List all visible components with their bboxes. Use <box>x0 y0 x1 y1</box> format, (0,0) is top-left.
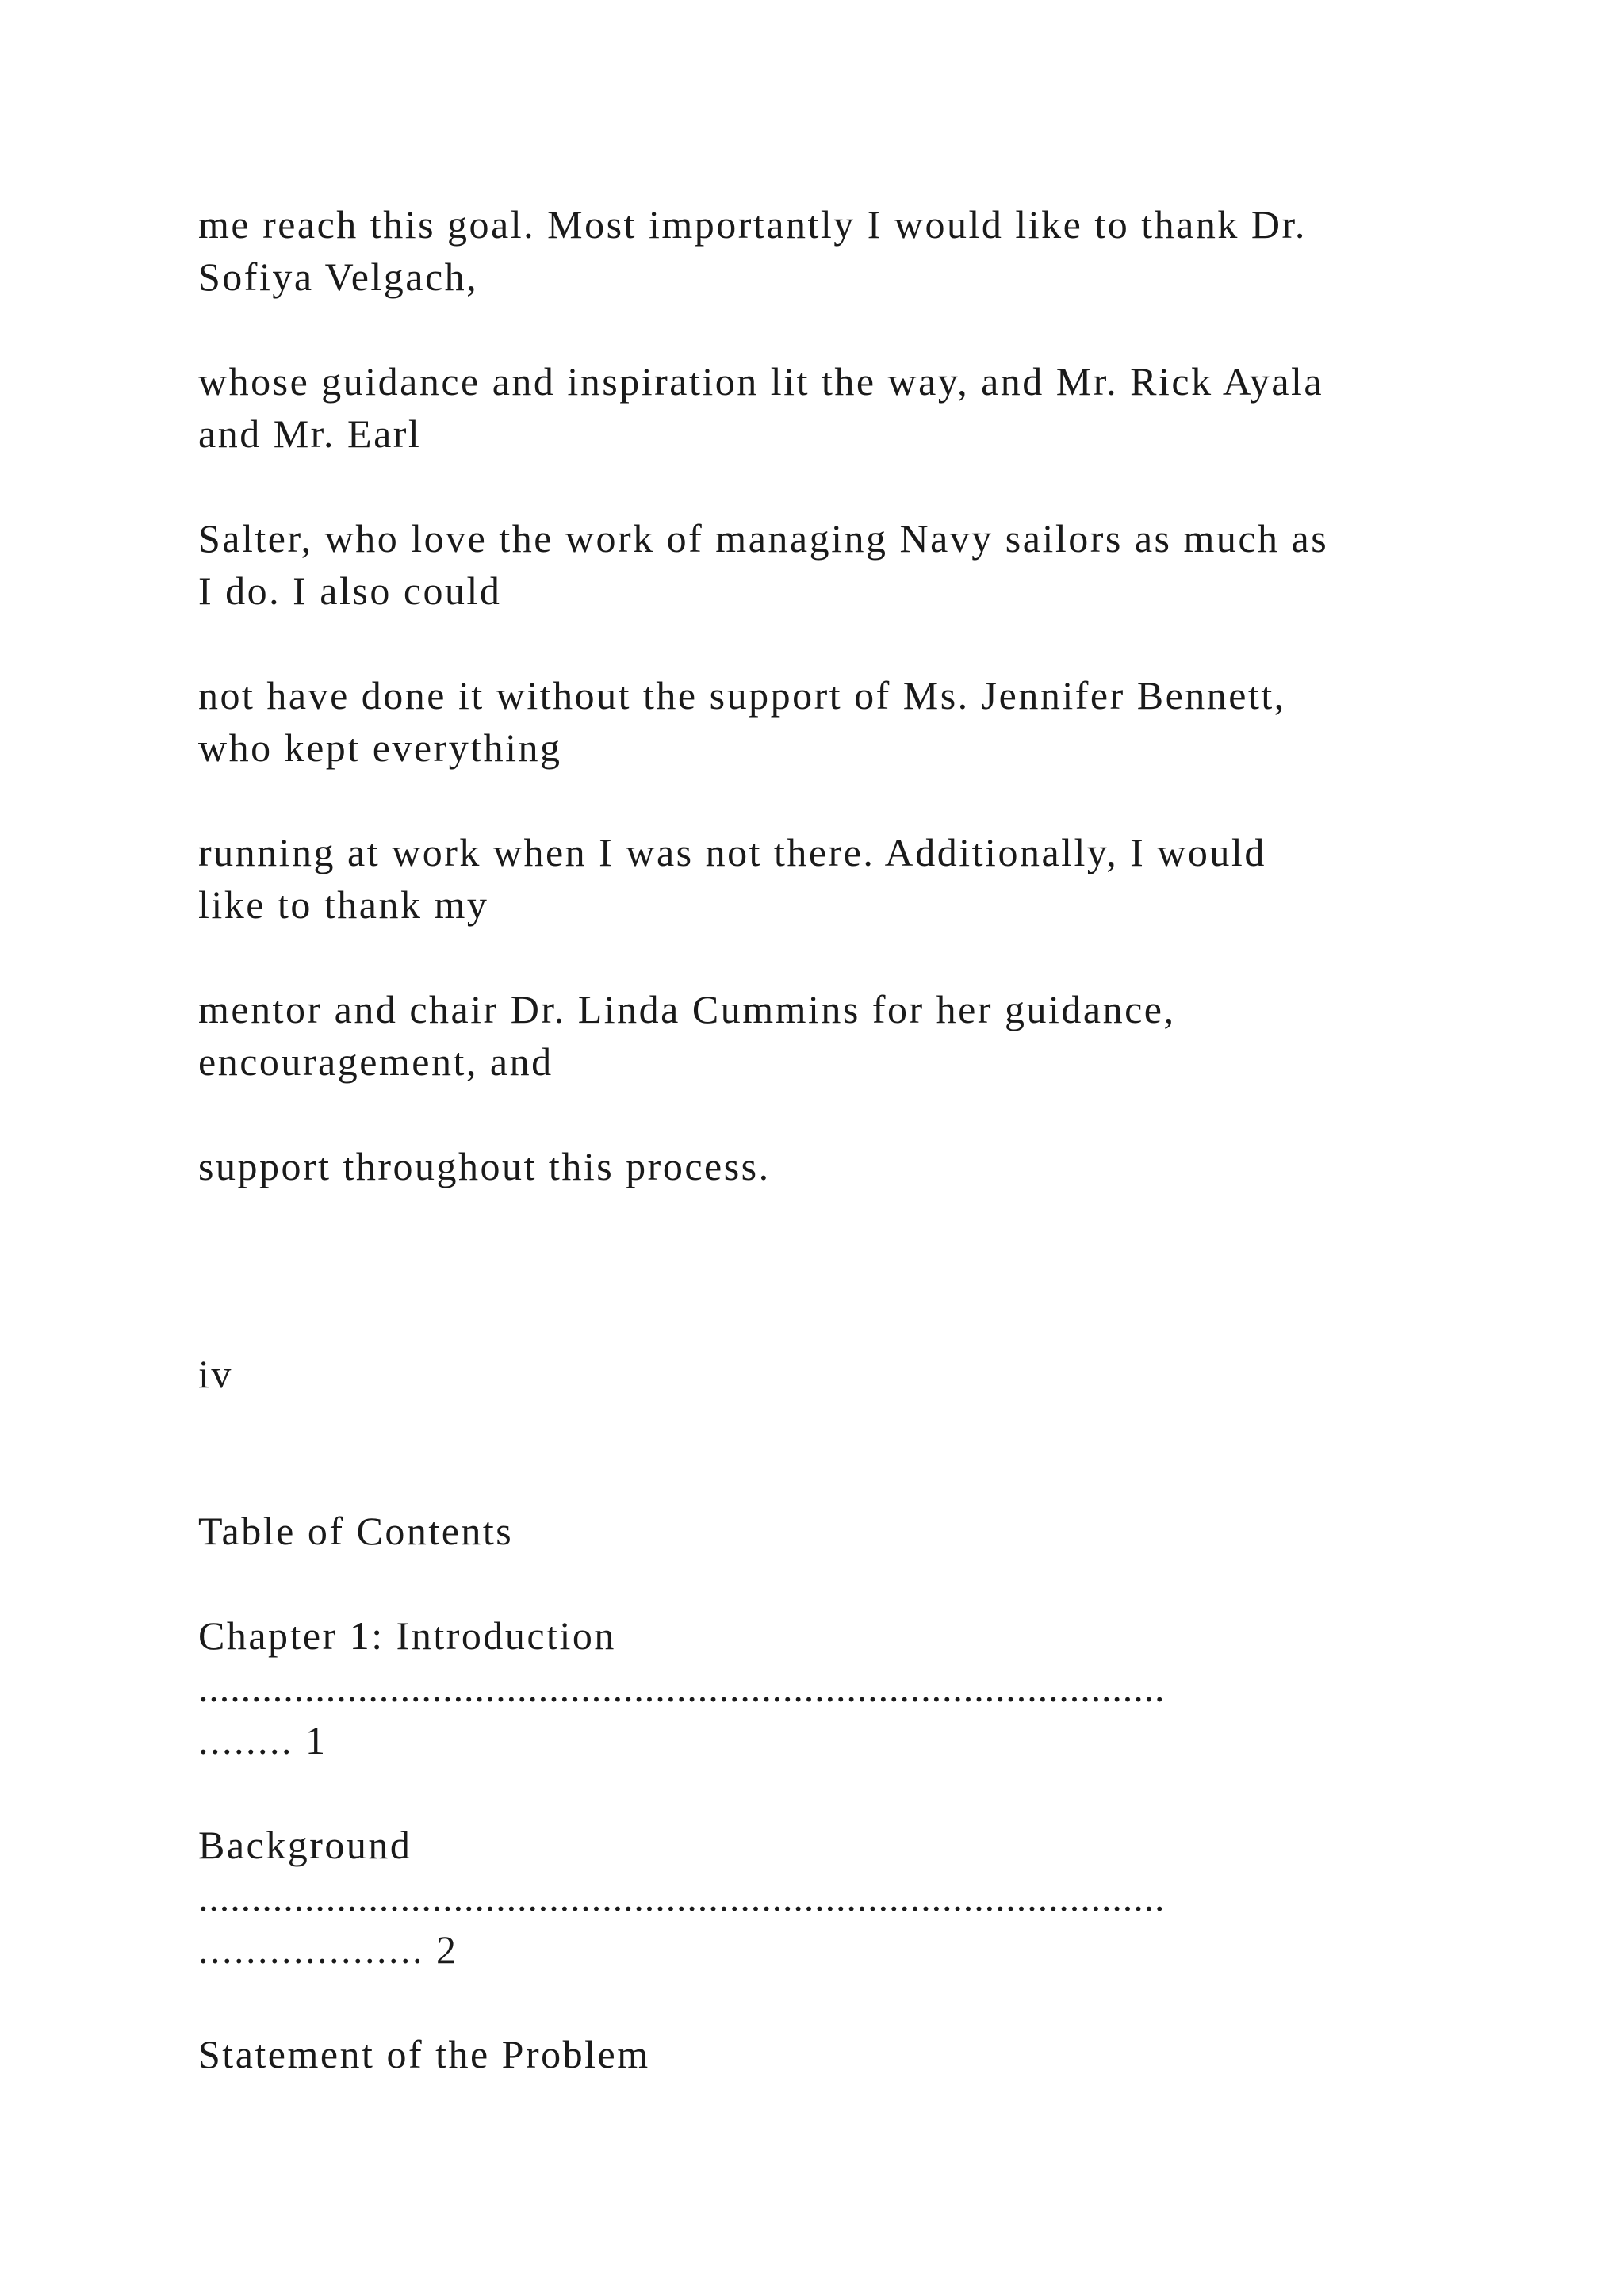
ack-p4-line1: not have done it without the support of Ms. Jennifer Bennett, <box>198 673 1286 718</box>
ack-p1-line1: me reach this goal. Most importantly I would like to thank Dr. <box>198 202 1307 247</box>
ack-p5-line2: like to thank my <box>198 882 489 927</box>
toc-heading: Table of Contents <box>198 1509 514 1553</box>
ack-p6-line1: mentor and chair Dr. Linda Cummins for her guidance, <box>198 987 1176 1031</box>
toc-entry-title: Background <box>198 1823 412 1867</box>
toc-entry-page: ........ 1 <box>198 1718 327 1762</box>
ack-p3-line1: Salter, who love the work of managing Navy sailors as much as <box>198 516 1329 561</box>
ack-p4-line2: who kept everything <box>198 725 562 770</box>
ack-p2-line1: whose guidance and inspiration lit the way, and Mr. Rick Ayala <box>198 359 1324 404</box>
ack-p5-line1: running at work when I was not there. Additionally, I would <box>198 830 1266 874</box>
page-number: iv <box>198 1352 233 1396</box>
ack-p3-line2: I do. I also could <box>198 568 502 613</box>
ack-p1-line2: Sofiya Velgach, <box>198 254 479 299</box>
toc-entry-title: Statement of the Problem <box>198 2032 650 2076</box>
ack-p6-line2: encouragement, and <box>198 1039 553 1084</box>
toc-entry-leader: ........................................................................................... <box>198 1666 1166 1710</box>
ack-p2-line2: and Mr. Earl <box>198 411 422 456</box>
toc-entry-page: ................... 2 <box>198 1927 458 1972</box>
ack-p7-line1: support throughout this process. <box>198 1144 771 1188</box>
toc-entry-title: Chapter 1: Introduction <box>198 1613 616 1658</box>
toc-entry-leader: ........................................................................................... <box>198 1875 1166 1919</box>
